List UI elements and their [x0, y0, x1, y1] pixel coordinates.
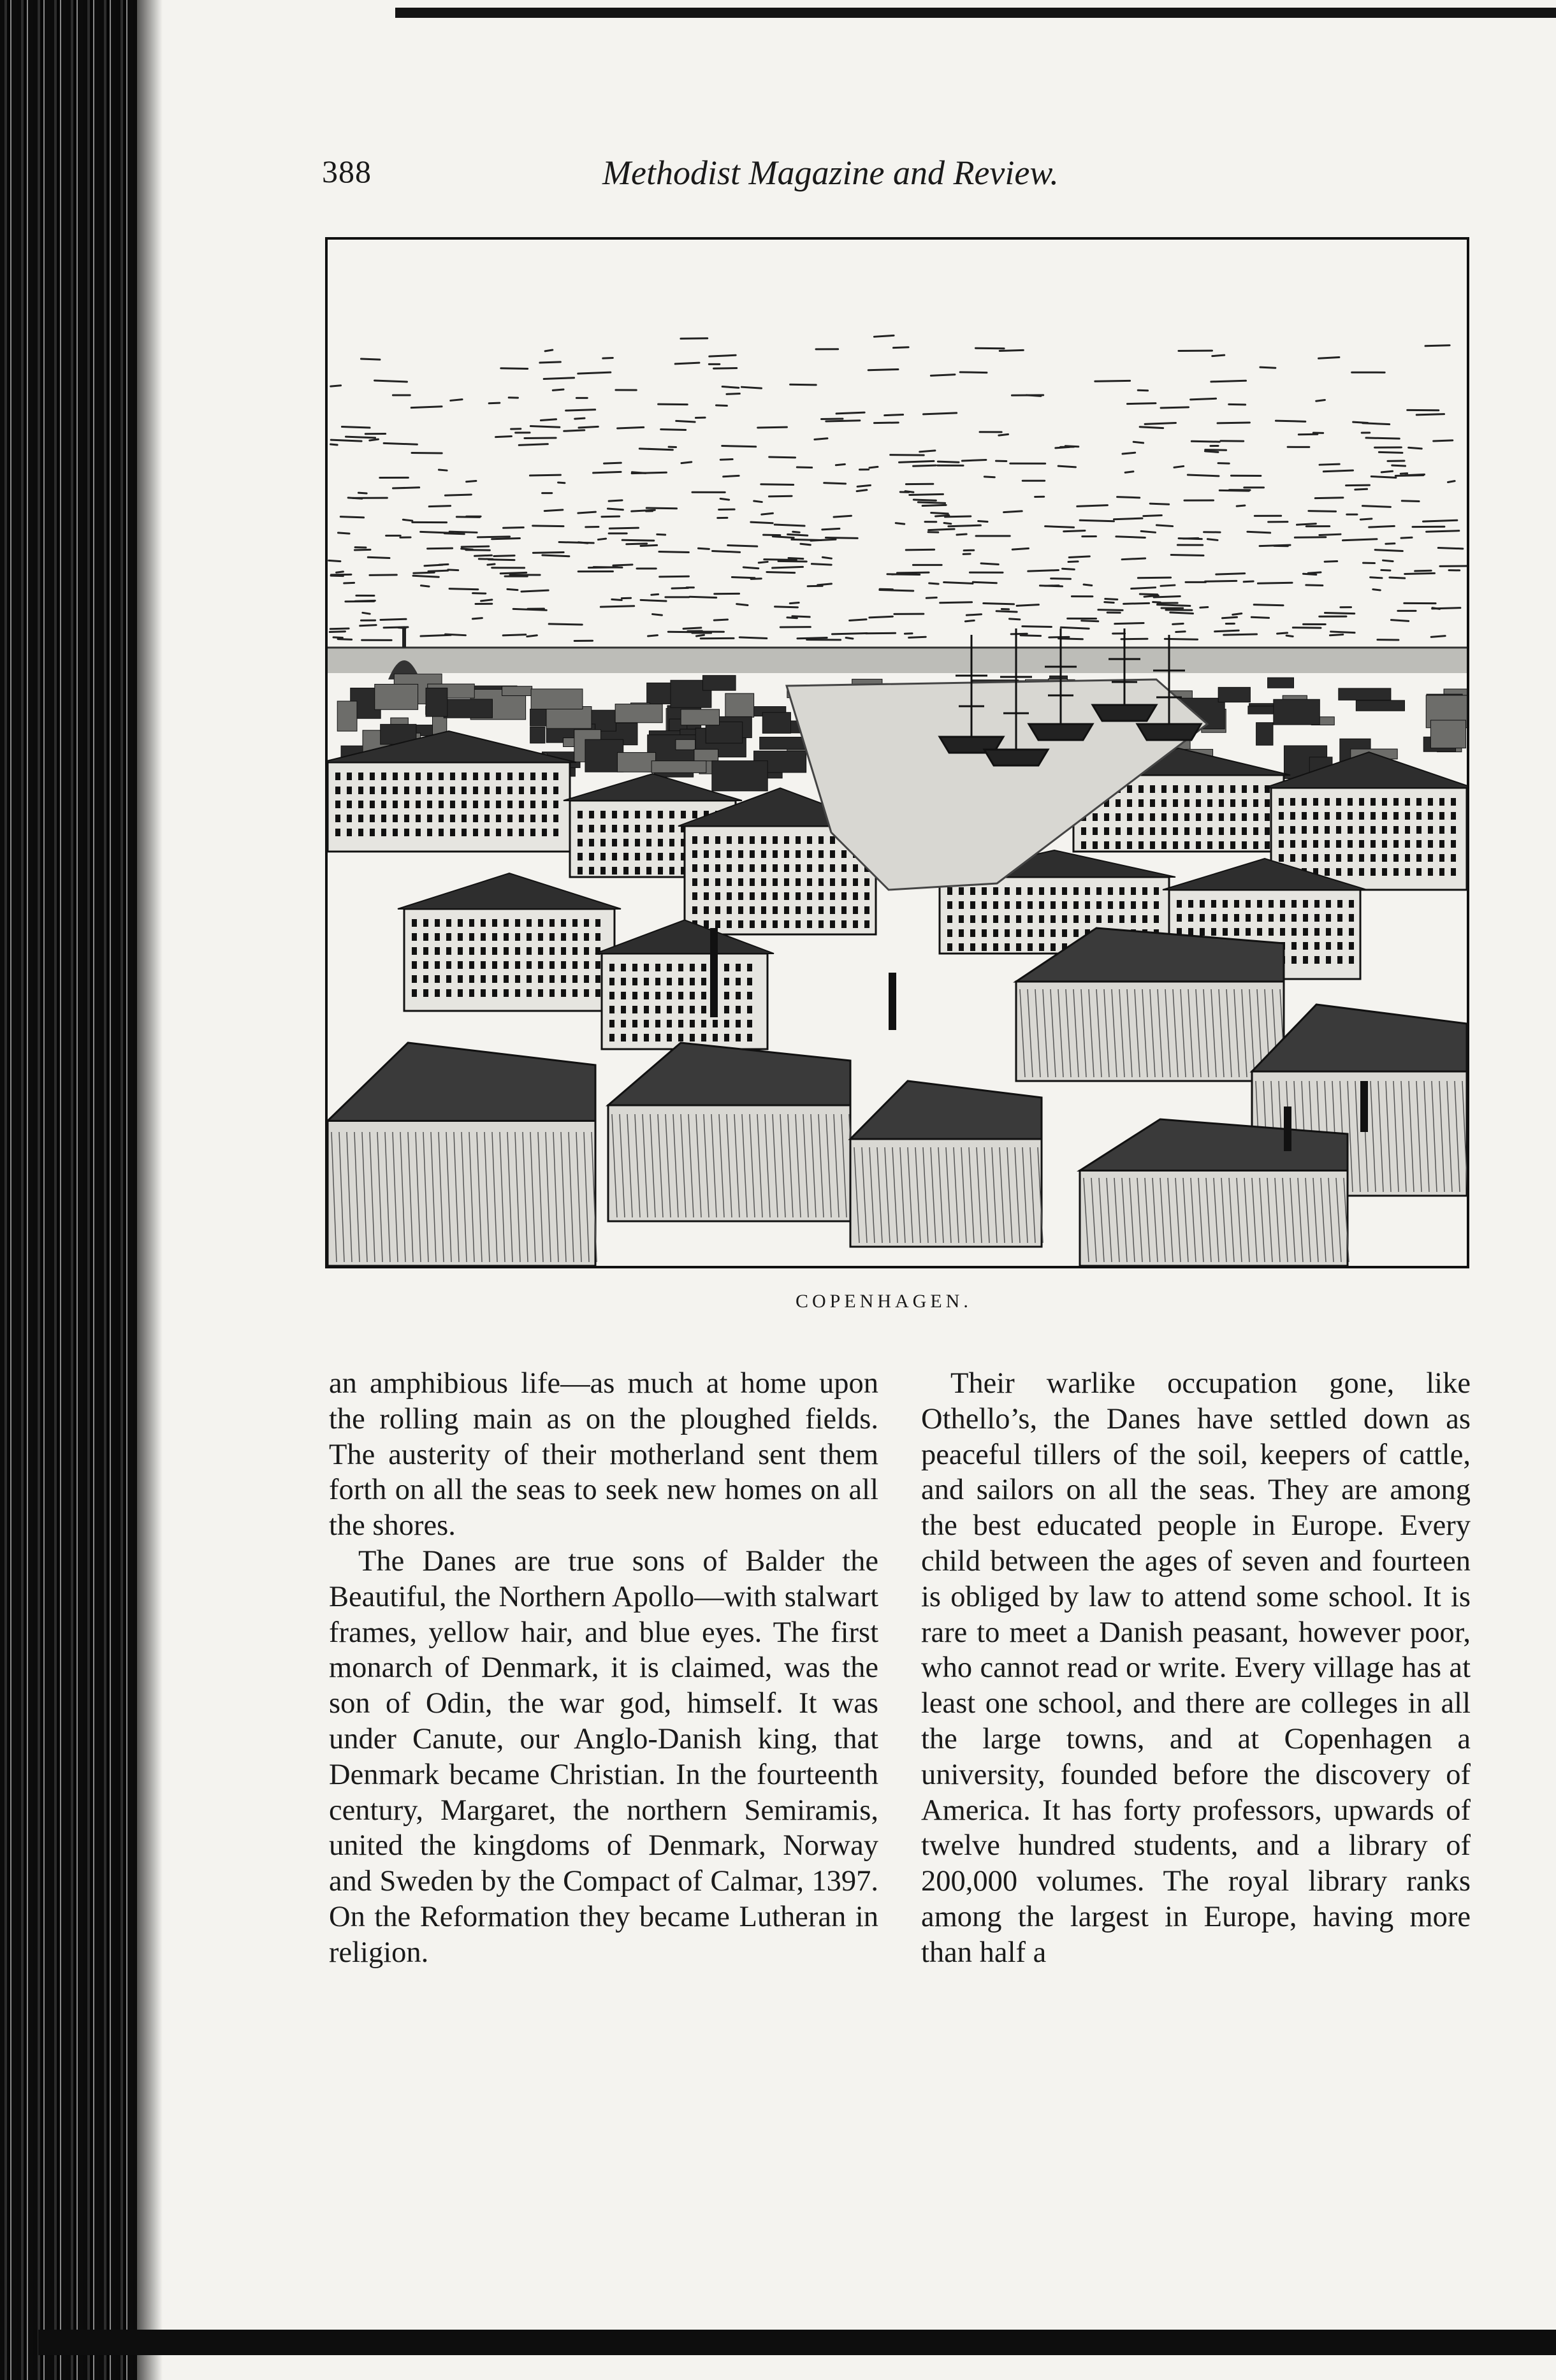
body-column-left — [329, 1366, 878, 1971]
paragraph: The Danes are true sons of Balder the Beautiful, the Northern Apollo—with stalwart frames, yellow hair, and blue eyes. The first monarch of Denmark, it is claimed, was the son of Odin, the war god, himself. It was under Canute, our Anglo-Danish king, that Denmark became Christian. In the fourteenth century, Margaret, the northern Semiramis, united the kingdoms of Denmark, Norway and Sweden by the Compact of Calmar, 1397. On the Reformation they became Lutheran in religion. — [329, 1544, 878, 1969]
bottom-rule — [38, 2330, 1556, 2355]
paragraph: Their warlike occupation gone, like Othello’s, the Danes have settled down as peaceful tillers of the soil, keepers of cattle, and sailors on all the seas. They are among the best educated people in Europe. Every child between the ages of seven and fourteen is obliged by law to attend some school. It is rare to meet a Danish peasant, however poor, who cannot read or write. Every village has at least one school, and there are colleges in all the large towns, and at Copenhagen a university, founded before the discovery of America. It has forty professors, upwards of twelve hundred students, and a library of 200,000 volumes. The royal library ranks among the largest in Europe, having more than half a — [921, 1367, 1471, 1969]
page-number: 388 — [322, 154, 372, 189]
copenhagen-illustration — [325, 237, 1469, 1268]
scan-binding-edge — [0, 0, 137, 2380]
body-column-right — [921, 1366, 1471, 1971]
page-header — [322, 153, 1202, 204]
top-rule — [395, 8, 1556, 18]
running-title: Methodist Magazine and Review. — [602, 154, 1059, 192]
figure-caption: COPENHAGEN. — [796, 1291, 972, 1312]
engraving-city-harbor-view-icon — [328, 240, 1467, 1266]
paragraph: an amphibious life—as much at home upon the rolling main as on the ploughed fields. The austerity of their motherland sent them forth on all the seas to seek new homes on all the shores. — [329, 1367, 878, 1542]
